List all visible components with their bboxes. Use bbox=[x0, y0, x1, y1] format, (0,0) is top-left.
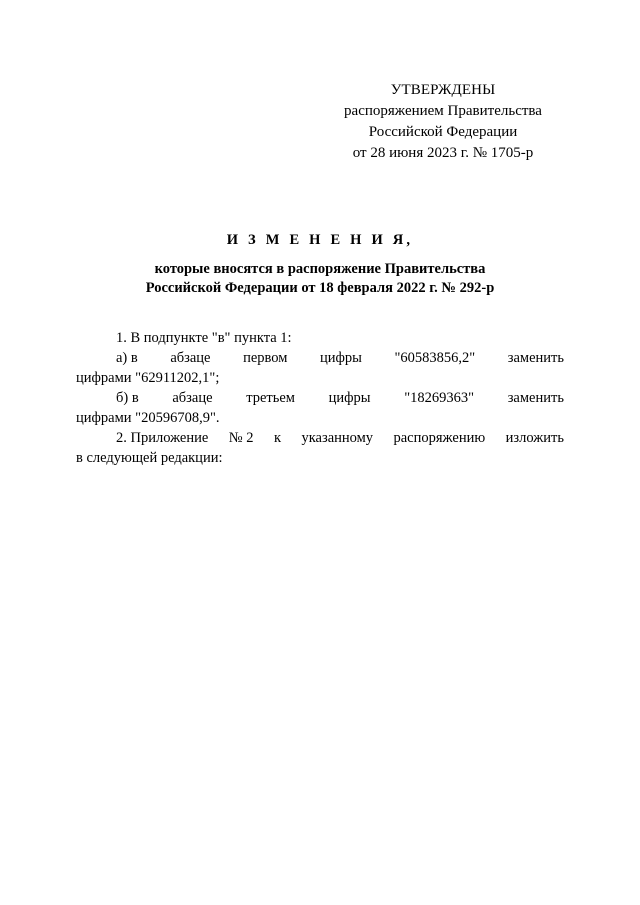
item-a-first-line bbox=[76, 348, 564, 368]
item-2-continuation: в следующей редакции: bbox=[76, 450, 223, 466]
item-2-word: указанному bbox=[301, 430, 374, 446]
item-2-word: № 2 bbox=[228, 430, 254, 446]
item-2-word: 2. Приложение bbox=[116, 430, 209, 446]
item-a-word: абзаце bbox=[170, 350, 211, 366]
item-b-word: б) в bbox=[116, 390, 139, 406]
document-body bbox=[76, 328, 564, 468]
document-subtitle-line1: которые вносятся в распоряжение Правительства bbox=[154, 261, 486, 277]
approval-date-number: от 28 июня 2023 г. № 1705-р bbox=[352, 145, 534, 161]
item-2 bbox=[76, 428, 564, 468]
approval-stamp: УТВЕРЖДЕНЫ bbox=[390, 82, 496, 98]
item-b-continuation: цифрами "20596708,9". bbox=[76, 410, 220, 426]
item-2-first-line bbox=[76, 428, 564, 448]
approval-authority-country: Российской Федерации bbox=[368, 124, 518, 140]
item-a-word: заменить bbox=[507, 350, 564, 366]
item-b-word: заменить bbox=[507, 390, 564, 406]
item-b-word: "18269363" bbox=[404, 390, 475, 406]
document-heading bbox=[75, 231, 565, 298]
item-b-first-line bbox=[76, 388, 564, 408]
item-b-word: абзаце bbox=[172, 390, 213, 406]
document-subtitle-line2: Российской Федерации от 18 февраля 2022 г. № 292-р bbox=[145, 280, 495, 296]
item-2-word: распоряжению bbox=[393, 430, 486, 446]
approval-authority: распоряжением Правительства bbox=[344, 103, 542, 119]
item-2-word: к bbox=[273, 430, 281, 446]
item-b bbox=[76, 388, 564, 428]
item-b-word: цифры bbox=[328, 390, 371, 406]
item-1: 1. В подпункте "в" пункта 1: bbox=[116, 330, 292, 346]
document-title: И З М Е Н Е Н И Я, bbox=[226, 232, 414, 248]
approval-block bbox=[330, 80, 556, 164]
item-a bbox=[76, 348, 564, 388]
item-b-word: третьем bbox=[246, 390, 295, 406]
item-2-word: изложить bbox=[505, 430, 564, 446]
item-a-word: цифры bbox=[319, 350, 362, 366]
item-a-continuation: цифрами "62911202,1"; bbox=[76, 370, 220, 386]
item-a-word: а) в bbox=[116, 350, 138, 366]
item-a-word: первом bbox=[243, 350, 288, 366]
item-a-word: "60583856,2" bbox=[394, 350, 476, 366]
